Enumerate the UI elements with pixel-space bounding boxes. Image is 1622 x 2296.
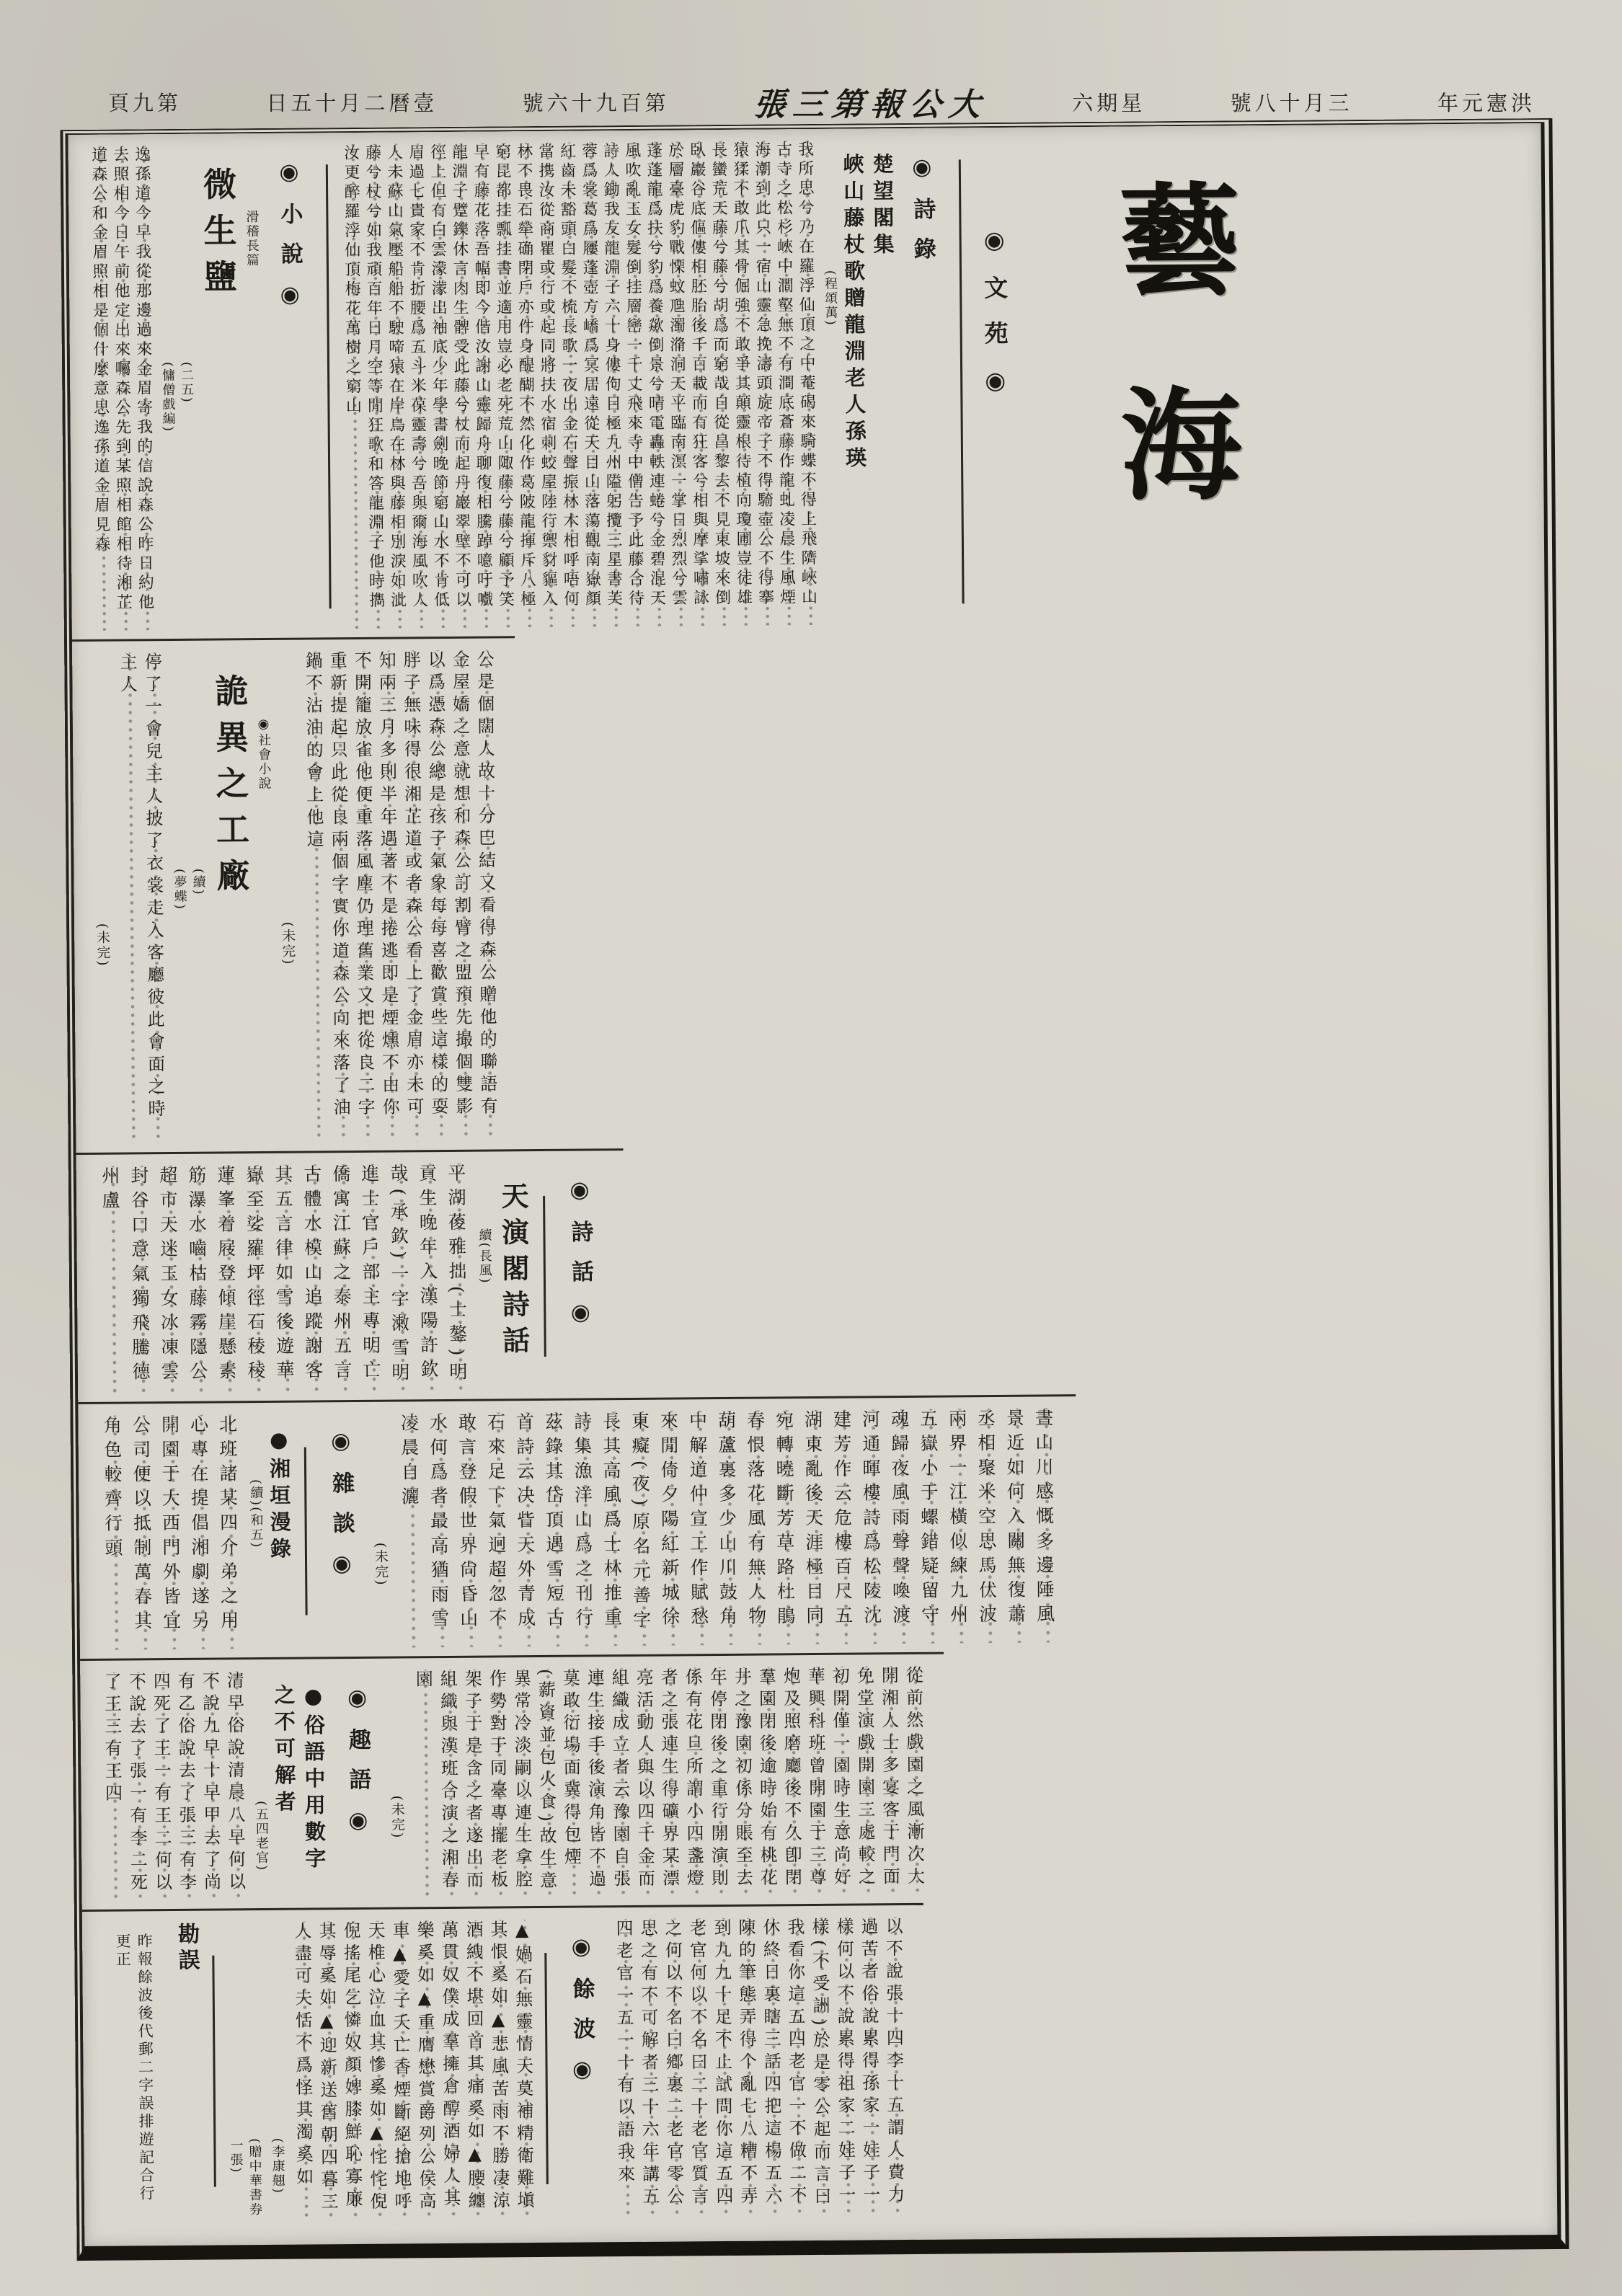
factory-continued-mark: (續) <box>190 868 206 896</box>
errata-title: 勘誤 <box>173 1922 200 1975</box>
suyu-body-text: 清早俗說清晨八早何以不說九早十早甲去了尚有乙俗說去了張三有李四死了王一有王二何以不說去了張一有李二死了王三有王四 <box>99 1671 247 1901</box>
shihua-article-head <box>474 1163 534 1391</box>
shilu-section-label: ◉詩錄 <box>908 154 936 277</box>
shihua-body-text: 平湖葰雅拙(士鏊)明貢生晚年入漢陽許欽哉(承欽)一字潄雪明進士官戶部主專明亡僑寓江蘇之泰州五言古體水模山追蹤謝客其五言律如雪後遊華嶽至娑羅坪徑石稜稜蓮峯着屐登傾崖懸素筋瀑水嚙枯藤霧隱公超市天迷玉女冰凍雲封谷口意氣獨飛騰德州盧 <box>95 1163 471 1393</box>
poem-author: (程頌萬) <box>822 270 838 327</box>
fiction-body-text: 逸孫道今早我從那邊過來金眉寄我的信說森公昨日約他去照相今日午前他定出來囑森公先到某照相館相待湘芷道森公和金眉照相是個什麼意思逸孫道金眉見森 <box>87 146 156 631</box>
divider-line <box>543 1196 546 1357</box>
errata-block <box>112 1923 204 2221</box>
factory-author: (夢蝶) <box>172 868 187 911</box>
band-shihua <box>76 1148 626 1402</box>
manlu-article-head <box>245 1414 296 1649</box>
suyu-title: ●俗語中用數字之不可解者 <box>271 1683 327 1874</box>
fiction-author: (慵僧戲編) <box>159 361 176 433</box>
header-newspaper-masthead: 張三第報公大 <box>752 87 989 123</box>
manlu-continued-mark: (續)(和五) <box>248 1479 264 1549</box>
band-quyu <box>80 1652 946 1910</box>
shihua-continued-mark: 續(長風) <box>477 1228 493 1285</box>
wenyuan-section-label: ◉文苑◉ <box>980 225 1010 417</box>
divider-line <box>544 1953 549 2184</box>
supplement-masthead-title: 藝海 <box>1098 177 1245 586</box>
suyu-article-head <box>250 1670 329 1900</box>
content-frame <box>60 118 1569 2261</box>
poem-title: 峽山藤杖歌贈龍淵老人孫瑛 <box>840 153 868 474</box>
page-header-strip <box>108 81 1535 123</box>
fiction-article-head <box>156 145 264 630</box>
errata-body-text: 昨報餘波後代郵二字誤排遊記合行更正 <box>114 1933 156 2204</box>
shihua-section-label: ◉詩話◉ <box>566 1176 594 1343</box>
band-bottom <box>82 1903 926 2230</box>
band-novel <box>72 636 519 1153</box>
yubo-items-text: ▲媧石無靈情天莫補精衛難塡其恨奚如▲悲風苦雨不勝凄涼酒絏不堪回首其痛奚如▲腰纏萬貫奴僕成羣擁倉醇酒婦人其樂奚如▲重膺懋賞爵列公侯高車▲愛子夭亡香煙斷絕搶地呼天椎心泣血其慘奚如▲㤞㤞倪倪搖尾乞憐奴顏婢膝鮮恥寡廉其辱奚如▲迎新送舊朝四暮三人盡可夫恬不爲怪其濁奚如 <box>289 1920 536 2220</box>
to-be-continued-mark: (未完) <box>372 1542 389 1587</box>
fiction-section-label: ◉小說◉ <box>275 159 303 325</box>
header-weekday: 六期星 <box>1072 90 1146 115</box>
yubo-prize-note: (贈中華書券一張) <box>228 2138 263 2217</box>
poetry-article-head <box>820 140 951 625</box>
poem-body-text: 我所思兮乃在羅浮仙頂之中菴碣來騎蝶不得上飛隮峽山古寺之松杉峽中澗壑無不有澗底蒼藤作龍虬凌晨生風煙海潮到此只一宿山靈急挽濤頭旋帝子不得騎壺公不得搴猿猱不敢爪其骨倔強不敢爭其顛靈根待植向瓊圃豈徒雄長蠻荒天藤兮藤兮胡爲而窮哉自從昌黎去不見東坡來倒臥巖谷底傴僂相胚胎後千百載而有狂客兮相與摩挲嘯詠於層臺虎豹戰慄蚊虺濁潃洞天平臨南溟一掌日烈烈兮雲蓬蓬龍爲扶兮豹爲養歘倒景兮晴電轟軼連蜷兮金碧混天風吹亂玉女髮倒挂層巒一千丈飛來寺中僧告予此藤合待詩人鋤我友龍淵子六十身僂佝目極九州隘躬攬三星書芙蓉爲裳葛爲屨蓬壺方嶠爲冥居遠從天目山落蕩觀南嶽顏紅齒未豁頭白髮不梳長歌一夜出金石聲振林木相呼唔何當携汝從商瞿或行或起同將扶水宿刺蛟屋陸行禦豺貙入林不畏石犖确閉戶亦件身醍醐不然化作葛陂龍揮斥八極窮昆都挂瓢挂書並適用豈必老死荒山陬藤兮藤兮顧予笑早有藤花落吾幅即今偕汝謝山靈歸舟聊復相騰踔噫吁嚱龍淵子躄鑠休言肉生髀受此藤兮杖而起丹巖翠壁不可以徑上但有白雲濛濛出袖底少年學書劍晚節窮山水不肯低眉過七貴家不肯折腰爲五斗米葆靈壽兮吾與爾海風吹人人未蘇山氣壓船船不駛啼猿在岸鳥在林與藤相別淚如泚藤兮杖兮如我頑百年日月空等閒狂歌和答龍淵子他時擕汝更醉羅浮仙頂梅花萬樹之窮山 <box>340 141 819 629</box>
band-top <box>68 125 1286 639</box>
header-date: 號八十月三 <box>1230 90 1353 115</box>
header-issue-number: 號六十九百第 <box>522 90 670 115</box>
to-be-continued-mark: (未完) <box>389 1795 406 1840</box>
fiction-title: 微生鹽 <box>198 167 239 306</box>
yubo-author: (李康翹) <box>270 2137 285 2195</box>
header-page-number: 頁九第 <box>108 90 182 115</box>
suyu-continuation-text: 以不說張十四李十五謂人費力過苦者俗說累得孫家一娃子一樣何以不說累得祖家二娃子一樣(不受詶)於是零公起而言曰我看你這五四老官一不做二不休終日裏瞎三話四把這楊五六陳的筆態弄得个亂七八糟不弄到九九十足不止試問你這五四老官何以不名曰二十老官質言之何以不名曰鄕裏二老官零公思之有不可解者三十六年講五四老官一五一十有以語我來 <box>611 1917 907 2217</box>
to-be-continued-mark: (未完) <box>280 921 296 966</box>
fiction-continuation-text: 公是個闊人故十分巴結又看得森公贈他的聯語有金屋嬌之意就想和森公訂割臂之盟預先撮個雙影以爲憑森公總是孩子氣象每每喜歡賞些這樣的耍胖子無味得很湘芷道或者森公看上了金眉亦未可知兩三月多則半年遇著不是捲逃即是煙燻不由你不開籠放雀他便重落風塵仍理舊業又把從良二字重新提起只此從良兩個字實你道森公向來落了油鍋不沾油的會上他這 <box>300 650 500 1142</box>
quyu-section-label: ◉趣語◉ <box>344 1684 372 1851</box>
fiction-genre-label: 滑稽長篇 <box>244 210 260 268</box>
band-zatan <box>78 1394 1078 1659</box>
zatan-section-label: ◉雜談◉ <box>327 1428 355 1595</box>
fiction-chapter-number: (二五) <box>178 361 195 404</box>
poem-collection-title: 楚望閣集 <box>869 153 895 260</box>
manlu-title: ●湘垣漫錄 <box>266 1427 293 1564</box>
manlu-continuation-text: 從前然戲園之風漸次大開湘人士多宴客于門面免堂演戲開園三處較之初開僅一園時生意尚好華興科班曾開園于三尊炮及照磨廳後不久卽閉羣園閉後逾時始有桃花井之豫園初係分賬至去年停閉後之重行開演則係有花旦所謂小四盞燈者之張連生得礦界某漂亮活動人與以四千金而組織成立者云豫園自張連生接手後演角皆不過莫敢衍場面冀得包煙(薪資並包火食)故生意異常冷淡嗣以連生拿腔作勢對于同臺專擺老板架子于是含之者遂出而組織與漢班合演之湘春園 <box>410 1666 926 1899</box>
divider-line <box>959 159 965 603</box>
suyu-author: (五四老官) <box>253 1800 270 1872</box>
divider-line <box>326 164 332 608</box>
factory-body-text: 停了一會兒主人披了衣裳走入客廳彼此會面之時主人 <box>115 652 167 1144</box>
manlu-body-text: 北班諸某四介弟之用心專在提倡湘劇遂另開園于大西門外皆宜公司便以抵制萬春其角色較齊行頭 <box>97 1414 243 1650</box>
shihua-title: 天演閣詩話 <box>496 1182 531 1362</box>
to-be-continued-mark: (未完) <box>94 923 111 967</box>
factory-genre-label: ◉社會小說 <box>255 716 272 792</box>
shihua-continuation-text: 晝山川感慨多邊陲風景近如何入關無復蕭丞相聚米空思馬伏波兩界一江橫似練九州五嶽小于螺錯疑留守魂歸夜風雨聲聲喚渡河通暉樓詩爲松陵沈建芳作云危樓百尺五湖東亂後天涯極目同宛轉曉斷芳草路杜鵑春恨落花風有無人物葫蘆裏多少山川鼓角中解道仲宣工作賦愁來閒倚夕陽紅新城徐東癡(夜)原名元善字長其高風爲士林推重詩集漁洋山爲之刊行茲錄其岱頂遇雪短古首詩云决眥天外青成石來足下氣迥超忽不敢言登假世界尙昏山水何爲者最高猶雨雪凌晨自灑 <box>394 1408 1059 1647</box>
header-lunar-date: 日五十月二曆壹 <box>266 90 438 115</box>
yubo-section-label: ◉餘波◉ <box>568 1933 595 2100</box>
factory-article-head <box>168 652 275 1143</box>
factory-title: 詭異之工廠 <box>210 673 251 905</box>
divider-line <box>304 1448 308 1615</box>
header-year: 年元憲洪 <box>1437 90 1535 115</box>
divider-line <box>212 1956 216 2187</box>
